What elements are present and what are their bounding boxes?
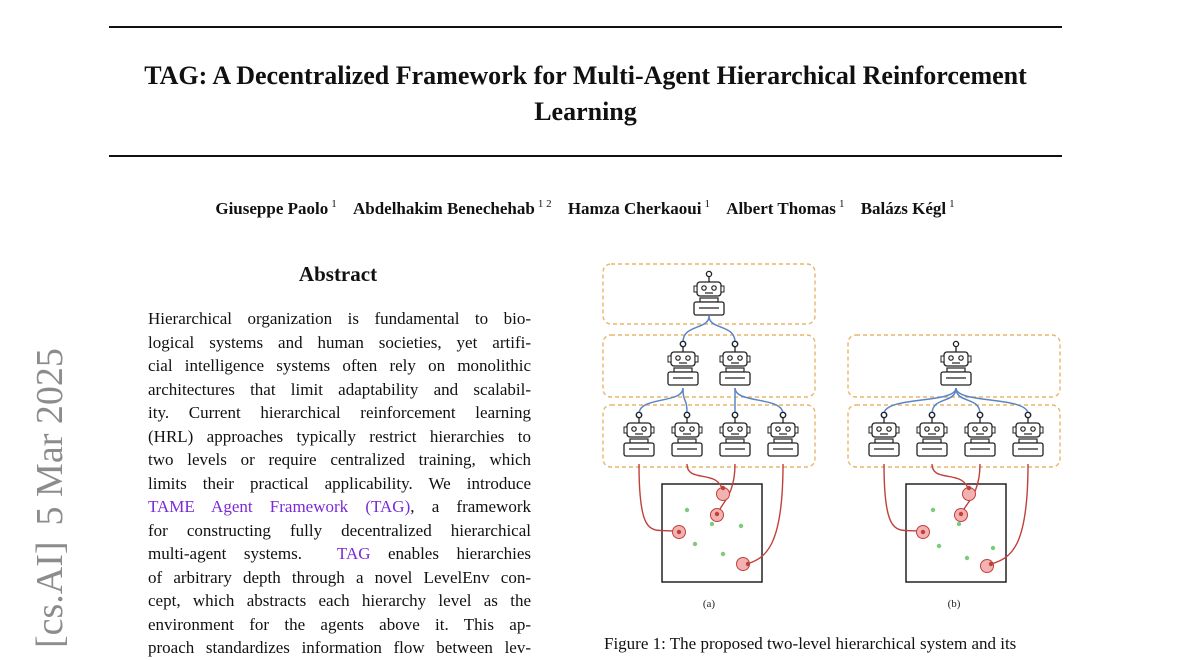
robot-icon [720,412,750,456]
robot-icon [768,412,798,456]
abstract-line: proach standardizes information flow between lev- [148,638,531,657]
abstract-body [148,307,531,660]
author: Hamza Cherkaoui $^1$ [567,198,710,218]
level-box [603,335,815,397]
abstract-line: for constructing fully decentralized hierarchical [148,520,531,540]
figure-caption: Figure 1: The proposed two-level hierarchical system and its [604,634,1017,653]
robot-icon [672,412,702,456]
robot-icon [668,341,698,385]
connector [639,388,683,414]
tag-link[interactable]: TAG [336,544,371,563]
author-list [0,198,1170,219]
abstract-line: ity. Current hierarchical reinforcement learning [148,403,531,422]
abstract-line: architectures that limit adaptability and scalabil- [148,379,531,399]
robot-icon [965,412,995,456]
paper-title [100,58,1071,130]
hierarchy-diagram [595,258,1075,638]
abstract-line: of arbitrary depth through a novel LevelEnv con- [148,567,531,587]
panel-a [603,264,815,610]
panel-a-label: (a) [702,598,716,610]
robot-icon [694,271,724,315]
abstract-line: environment for the agents above it. This ap- [148,614,531,634]
abstract-line: multi-agent systems. TAG enables hierarchies [148,544,532,563]
author: Abdelhakim Benechehab $^{1 2}$ [352,198,552,218]
robot-icon [941,341,971,385]
robot-icon [869,412,899,456]
connector [709,316,735,342]
panel-b-label: (b) [947,598,961,610]
robot-icon [720,341,750,385]
connector [932,388,956,414]
robot-icon [624,412,654,456]
bottom-rule [109,155,1062,157]
title-line-1: TAG: A Decentralized Framework for Multi-Agent Hierarchical Reinforcement [144,61,1027,90]
title-line-2: Learning [534,97,637,126]
arxiv-category: [cs.AI] [29,541,71,648]
abstract-line: logical systems and human societies, yet artifi- [148,332,531,352]
abstract-heading: Abstract [298,262,378,286]
tag-framework-link[interactable]: TAME Agent Framework (TAG) [148,497,411,516]
abstract-line: (HRL) approaches typically restrict hierarchies to [148,426,531,446]
author: Albert Thomas $^1$ [726,198,845,218]
author: Giuseppe Paolo $^1$ [215,198,337,218]
abstract-line: limits their practical applicability. We introduce [148,473,531,493]
author: Balázs Kégl $^1$ [860,198,955,218]
abstract-line: Hierarchical organization is fundamental to bio- [148,309,531,328]
abstract-line: cial intelligence systems often rely on monolithic [148,356,531,375]
figure-1 [595,258,1075,648]
connector [683,388,687,414]
top-rule [109,26,1062,28]
connector [683,316,709,342]
connector [956,388,980,414]
abstract-line: cept, which abstracts each hierarchy level as the [148,591,531,610]
robot-icon [1013,412,1043,456]
connector [884,388,956,414]
abstract-line: two levels or require centralized training, which [148,450,531,469]
robot-icon [917,412,947,456]
panel-b [848,335,1060,610]
arxiv-date: 5 Mar 2025 [29,348,71,526]
connector [735,388,783,414]
connector [956,388,1028,414]
arxiv-stamp [24,332,76,648]
abstract-line: TAME Agent Framework (TAG), a framework [148,497,531,516]
